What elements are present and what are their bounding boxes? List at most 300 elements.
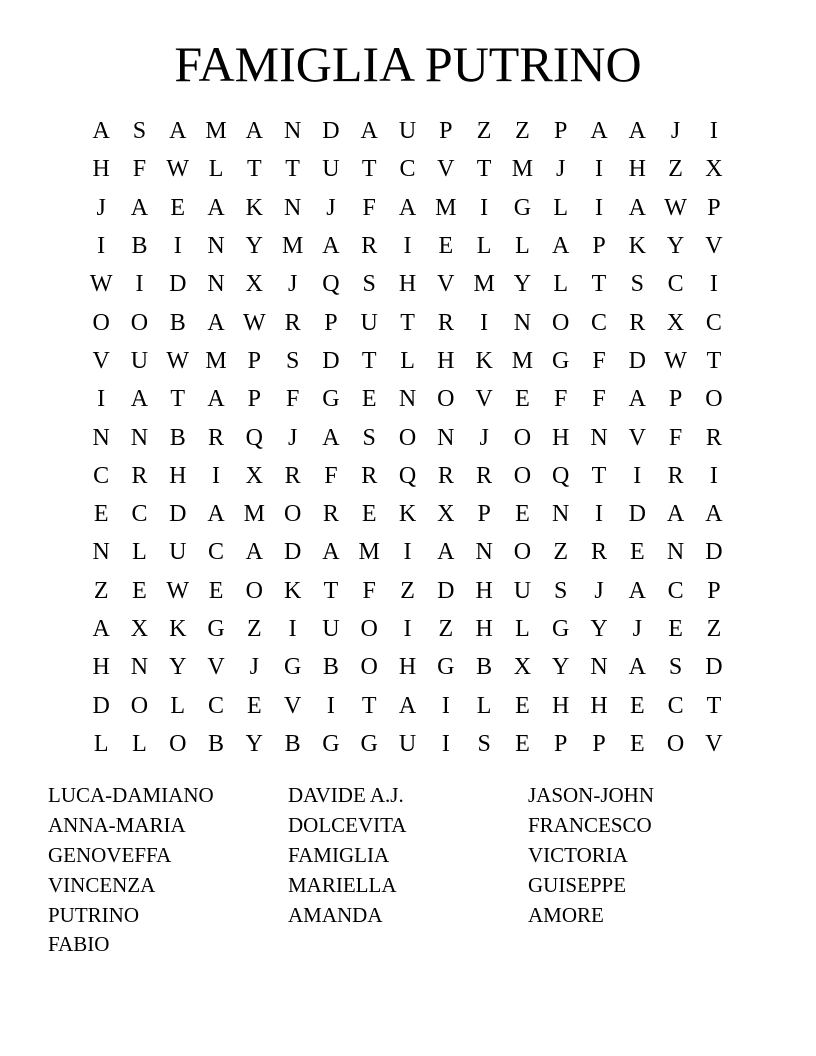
grid-letter: N <box>283 194 302 221</box>
grid-letter: S <box>132 118 147 145</box>
grid-letter: R <box>705 424 722 451</box>
grid-letter: D <box>705 654 723 681</box>
word-list-item: FAMIGLIA <box>288 842 390 867</box>
word-list-row <box>48 900 768 930</box>
grid-letter: V <box>628 424 646 451</box>
grid-letter: V <box>437 271 455 298</box>
grid-letter: O <box>666 730 685 757</box>
grid-letter: F <box>668 424 683 451</box>
grid-letter: K <box>475 347 493 374</box>
grid-letter: O <box>437 386 455 413</box>
grid-letter: N <box>475 539 493 566</box>
grid-letter: N <box>207 233 225 260</box>
grid-letter: H <box>475 577 493 604</box>
word-list-item: ANNA-MARIA <box>48 813 186 838</box>
grid-letter: U <box>169 539 187 566</box>
grid-letter: A <box>628 194 646 221</box>
grid-letter: O <box>245 577 263 604</box>
grid-letter: R <box>476 462 493 489</box>
grid-letter: S <box>362 271 376 298</box>
word-list <box>48 781 768 960</box>
grid-letter: T <box>591 462 607 489</box>
grid-letter: A <box>398 692 417 719</box>
grid-letter: P <box>592 730 606 757</box>
grid-letter: H <box>169 462 187 489</box>
grid-letter: D <box>705 539 723 566</box>
grid-letter: O <box>130 692 149 719</box>
grid-letter: N <box>398 386 417 413</box>
grid-letter: B <box>131 233 148 260</box>
grid-letter: Z <box>476 118 492 145</box>
grid-letter: E <box>515 501 530 528</box>
grid-letter: Z <box>706 616 722 642</box>
grid-letter: H <box>475 616 493 642</box>
grid-letter: Y <box>666 233 685 260</box>
grid-letter: I <box>288 616 297 642</box>
grid-letter: H <box>398 654 417 681</box>
grid-letter: D <box>92 692 110 719</box>
grid-letter: K <box>245 194 263 221</box>
grid-letter: R <box>591 539 608 566</box>
grid-letter: Z <box>438 616 454 642</box>
grid-letter: R <box>208 424 225 451</box>
grid-letter: A <box>322 424 340 451</box>
grid-letter: D <box>437 577 455 604</box>
grid-letter: A <box>207 194 225 221</box>
grid-letter: H <box>437 347 455 374</box>
grid-letter: R <box>667 462 684 489</box>
grid-letter: C <box>131 501 148 528</box>
grid-letter: H <box>92 654 110 681</box>
grid-letter: P <box>439 118 453 145</box>
grid-letter: R <box>629 309 646 336</box>
grid-letter: T <box>591 271 607 298</box>
grid-letter: O <box>360 654 378 681</box>
grid-letter: E <box>170 194 186 221</box>
grid-letter: G <box>360 730 378 757</box>
grid-letter: A <box>207 501 225 528</box>
grid-letter: E <box>132 577 147 604</box>
word-list-item: FRANCESCO <box>528 813 652 838</box>
grid-letter: G <box>437 654 455 681</box>
grid-letter: K <box>169 616 187 642</box>
grid-letter: F <box>554 386 568 413</box>
grid-letter: A <box>92 616 110 642</box>
grid-letter: R <box>284 462 301 489</box>
grid-letter: I <box>326 692 335 719</box>
grid-letter: I <box>97 233 106 260</box>
grid-letter: A <box>628 577 646 604</box>
grid-letter: I <box>441 692 450 719</box>
grid-letter: A <box>360 118 378 145</box>
grid-letter: G <box>552 347 570 374</box>
grid-letter: D <box>169 271 187 298</box>
grid-letter: P <box>707 577 721 604</box>
grid-letter: C <box>208 539 225 566</box>
grid-letter: I <box>595 501 603 528</box>
grid-letter: B <box>476 654 493 681</box>
grid-letter: Q <box>398 462 417 489</box>
word-list-item: DOLCEVITA <box>288 813 407 838</box>
grid-letter: E <box>438 233 454 260</box>
grid-letter: S <box>477 730 491 757</box>
grid-letter: A <box>207 309 225 336</box>
word-list-item: VICTORIA <box>528 842 628 867</box>
grid-letter: O <box>130 309 149 336</box>
grid-letter: L <box>170 692 186 719</box>
grid-letter: I <box>709 118 718 145</box>
word-list-item: PUTRINO <box>48 902 140 927</box>
grid-letter: K <box>628 233 646 260</box>
grid-letter: I <box>403 616 412 642</box>
grid-letter: W <box>89 271 113 298</box>
grid-letter: N <box>207 271 225 298</box>
grid-letter: I <box>441 730 450 757</box>
grid-letter: F <box>592 347 606 374</box>
grid-letter: Y <box>169 654 187 681</box>
grid-letter: R <box>361 233 378 260</box>
grid-letter: F <box>324 462 338 489</box>
grid-letter: N <box>513 309 532 336</box>
grid-letter: P <box>477 501 491 528</box>
grid-letter: N <box>130 654 149 681</box>
grid-letter: H <box>590 692 608 719</box>
word-list-item: VINCENZA <box>48 872 156 897</box>
grid-letter: J <box>479 424 489 451</box>
grid-letter: E <box>208 577 224 604</box>
grid-letter: I <box>709 462 718 489</box>
grid-letter: H <box>552 424 570 451</box>
grid-letter: Q <box>245 424 263 451</box>
grid-letter: N <box>130 424 149 451</box>
grid-letter: F <box>362 577 376 604</box>
grid-letter: O <box>92 309 110 336</box>
grid-letter: L <box>476 233 492 260</box>
grid-letter: A <box>628 386 646 413</box>
grid-letter: T <box>361 347 377 374</box>
grid-letter: T <box>323 577 339 604</box>
grid-letter: T <box>361 692 377 719</box>
grid-letter: M <box>205 347 227 374</box>
grid-letter: U <box>360 309 378 336</box>
grid-letter: G <box>513 194 532 221</box>
grid-letter: A <box>322 539 340 566</box>
grid-letter: V <box>283 692 302 719</box>
grid-letter: O <box>513 462 532 489</box>
grid-letter: A <box>552 233 570 260</box>
grid-letter: Y <box>552 654 570 681</box>
grid-letter: U <box>398 730 417 757</box>
grid-letter: E <box>515 730 530 757</box>
grid-letter: S <box>285 347 300 374</box>
grid-letter: H <box>628 156 646 183</box>
grid-letter: A <box>130 386 149 413</box>
grid-letter: O <box>552 309 570 336</box>
grid-letter: F <box>285 386 300 413</box>
grid-letter: I <box>403 539 412 566</box>
letter-grid <box>82 112 733 763</box>
grid-letter: I <box>595 156 603 183</box>
grid-letter: L <box>208 156 224 183</box>
grid-letter: P <box>554 730 568 757</box>
grid-letter: R <box>322 501 339 528</box>
grid-letter: R <box>361 462 378 489</box>
grid-letter: A <box>705 501 723 528</box>
word-list-row <box>48 781 768 811</box>
grid-letter: D <box>283 539 302 566</box>
grid-letter: C <box>667 577 684 604</box>
grid-letter: M <box>243 501 265 528</box>
grid-letter: L <box>132 539 147 566</box>
grid-letter: T <box>400 309 415 336</box>
grid-letter: E <box>93 501 109 528</box>
grid-letter: O <box>169 730 187 757</box>
grid-letter: C <box>93 462 110 489</box>
grid-letter: R <box>131 462 148 489</box>
grid-letter: G <box>322 730 340 757</box>
grid-letter: A <box>245 539 263 566</box>
word-list-item: MARIELLA <box>288 872 397 897</box>
grid-letter: L <box>515 616 530 642</box>
grid-letter: Z <box>93 577 109 604</box>
grid-letter: G <box>322 386 340 413</box>
word-list-item: LUCA-DAMIANO <box>48 783 214 808</box>
grid-letter: V <box>475 386 493 413</box>
grid-letter: V <box>92 347 110 374</box>
grid-letter: Y <box>590 616 608 642</box>
grid-letter: A <box>398 194 417 221</box>
grid-letter: A <box>92 118 110 145</box>
word-list-item: AMANDA <box>288 902 383 927</box>
page-title: FAMIGLIA PUTRINO <box>174 36 642 92</box>
grid-letter: L <box>93 730 109 757</box>
grid-letter: T <box>361 156 377 183</box>
grid-letter: X <box>437 501 455 528</box>
grid-letter: U <box>398 118 417 145</box>
grid-letter: C <box>667 271 684 298</box>
grid-letter: T <box>706 347 722 374</box>
grid-letter: Z <box>247 616 262 642</box>
grid-letter: S <box>668 654 683 681</box>
grid-letter: I <box>480 194 489 221</box>
grid-letter: A <box>207 386 225 413</box>
grid-letter: O <box>360 616 378 642</box>
grid-letter: D <box>322 118 340 145</box>
grid-letter: H <box>92 156 110 183</box>
grid-letter: E <box>629 692 645 719</box>
grid-letter: M <box>511 347 534 374</box>
grid-letter: N <box>437 424 455 451</box>
grid-letter: K <box>283 577 302 604</box>
word-list-item: JASON-JOHN <box>528 783 655 808</box>
grid-letter: Q <box>322 271 340 298</box>
grid-letter: M <box>473 271 495 298</box>
grid-letter: X <box>245 271 263 298</box>
word-list-item: DAVIDE A.J. <box>288 783 404 808</box>
grid-letter: O <box>398 424 417 451</box>
grid-letter: W <box>166 347 190 374</box>
grid-letter: U <box>130 347 149 374</box>
grid-letter: I <box>403 233 412 260</box>
grid-letter: F <box>132 156 147 183</box>
grid-letter: L <box>553 194 569 221</box>
grid-letter: R <box>284 309 301 336</box>
grid-letter: J <box>594 577 604 604</box>
grid-letter: E <box>629 539 645 566</box>
grid-letter: Y <box>245 730 263 757</box>
grid-letter: J <box>326 194 336 221</box>
word-list-row <box>48 841 768 871</box>
grid-letter: E <box>361 501 377 528</box>
grid-letter: R <box>437 462 454 489</box>
grid-letter: E <box>515 386 530 413</box>
grid-letter: X <box>130 616 149 642</box>
grid-letter: U <box>322 156 340 183</box>
grid-letter: G <box>552 616 570 642</box>
grid-letter: U <box>513 577 532 604</box>
grid-letter: O <box>513 424 532 451</box>
grid-letter: V <box>705 730 723 757</box>
word-list-row <box>48 870 768 900</box>
grid-letter: L <box>553 271 569 298</box>
grid-letter: I <box>595 194 603 221</box>
grid-letter: E <box>515 692 530 719</box>
grid-letter: P <box>668 386 683 413</box>
grid-letter: L <box>132 730 147 757</box>
grid-letter: N <box>590 424 608 451</box>
grid-letter: Z <box>400 577 415 604</box>
grid-letter: P <box>592 233 606 260</box>
grid-letter: Q <box>552 462 570 489</box>
grid-letter: M <box>281 233 304 260</box>
grid-letter: T <box>285 156 300 183</box>
grid-letter: I <box>212 462 221 489</box>
grid-letter: L <box>515 233 530 260</box>
grid-letter: A <box>590 118 608 145</box>
grid-letter: O <box>283 501 302 528</box>
grid-letter: O <box>705 386 723 413</box>
grid-letter: O <box>513 539 532 566</box>
word-list-row <box>48 811 768 841</box>
grid-letter: I <box>173 233 182 260</box>
grid-letter: D <box>322 347 340 374</box>
grid-letter: Z <box>668 156 683 183</box>
grid-letter: I <box>709 271 718 298</box>
word-list-item: GENOVEFFA <box>48 842 172 867</box>
grid-letter: V <box>705 233 723 260</box>
grid-letter: Y <box>245 233 263 260</box>
grid-letter: E <box>629 730 645 757</box>
grid-letter: N <box>590 654 608 681</box>
grid-letter: M <box>205 118 227 145</box>
word-list-item: FABIO <box>48 932 110 957</box>
grid-letter: B <box>322 654 339 681</box>
grid-letter: M <box>435 194 457 221</box>
grid-letter: X <box>513 654 532 681</box>
grid-letter: P <box>247 347 262 374</box>
grid-letter: X <box>666 309 685 336</box>
grid-letter: S <box>630 271 644 298</box>
grid-letter: J <box>287 271 298 298</box>
grid-letter: B <box>208 730 225 757</box>
grid-letter: B <box>284 730 301 757</box>
grid-letter: P <box>247 386 262 413</box>
grid-letter: D <box>169 501 187 528</box>
grid-letter: S <box>362 424 376 451</box>
grid-letter: F <box>592 386 606 413</box>
grid-letter: C <box>667 692 684 719</box>
grid-letter: W <box>166 577 190 604</box>
grid-letter: I <box>480 309 489 336</box>
grid-letter: J <box>96 194 106 221</box>
grid-letter: T <box>170 386 186 413</box>
grid-letter: A <box>628 654 646 681</box>
grid-letter: A <box>322 233 340 260</box>
grid-letter: N <box>283 118 302 145</box>
grid-letter: Y <box>513 271 532 298</box>
grid-letter: A <box>245 118 263 145</box>
grid-letter: A <box>130 194 149 221</box>
grid-letter: S <box>554 577 568 604</box>
grid-letter: N <box>666 539 685 566</box>
grid-letter: I <box>97 386 106 413</box>
grid-letter: K <box>398 501 417 528</box>
grid-letter: D <box>628 347 646 374</box>
grid-letter: J <box>249 654 259 681</box>
grid-letter: A <box>628 118 646 145</box>
grid-letter: V <box>207 654 225 681</box>
grid-letter: I <box>135 271 144 298</box>
grid-letter: J <box>556 156 566 183</box>
grid-letter: V <box>437 156 455 183</box>
grid-letter: C <box>591 309 608 336</box>
grid-letter: H <box>398 271 417 298</box>
grid-letter: T <box>247 156 262 183</box>
grid-letter: J <box>632 616 642 642</box>
grid-letter: M <box>511 156 534 183</box>
grid-letter: T <box>476 156 492 183</box>
grid-letter: X <box>705 156 723 183</box>
grid-letter: A <box>437 539 455 566</box>
grid-letter: B <box>169 309 186 336</box>
grid-letter: W <box>166 156 190 183</box>
word-list-item: AMORE <box>528 902 604 927</box>
grid-letter: R <box>437 309 454 336</box>
grid-letter: G <box>207 616 225 642</box>
grid-letter: P <box>324 309 338 336</box>
grid-letter: E <box>361 386 377 413</box>
grid-letter: U <box>322 616 340 642</box>
grid-letter: T <box>706 692 722 719</box>
grid-letter: L <box>476 692 492 719</box>
grid-letter: E <box>247 692 262 719</box>
grid-letter: G <box>283 654 302 681</box>
grid-letter: C <box>208 692 225 719</box>
grid-letter: B <box>169 424 186 451</box>
grid-letter: N <box>92 539 110 566</box>
grid-letter: P <box>707 194 721 221</box>
grid-letter: C <box>705 309 722 336</box>
grid-letter: J <box>287 424 298 451</box>
grid-letter: W <box>664 194 687 221</box>
word-list-item: GUISEPPE <box>528 872 627 897</box>
word-list-row <box>48 930 768 960</box>
grid-letter: W <box>664 347 687 374</box>
grid-letter: L <box>400 347 415 374</box>
grid-letter: J <box>670 118 681 145</box>
grid-letter: Z <box>553 539 569 566</box>
grid-letter: N <box>552 501 570 528</box>
